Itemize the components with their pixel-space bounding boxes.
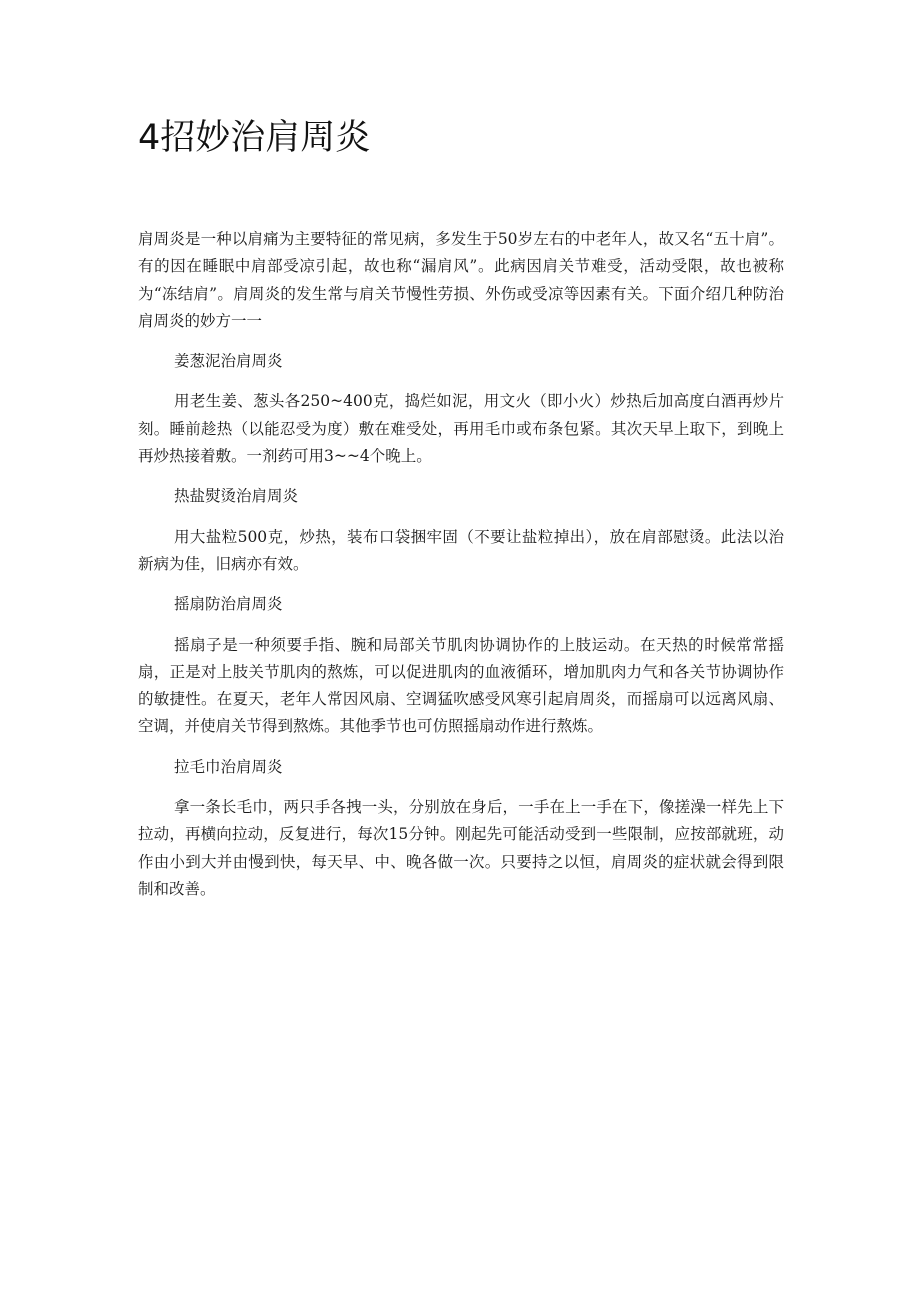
section-text-fan-waving: 摇扇子是一种须要手指、腕和局部关节肌肉协调协作的上肢运动。在天热的时候常常摇扇，正是对上肢关节肌肉的熬炼，可以促进肌肉的血液循环，增加肌肉力气和各关节协调协作的敏捷性。在夏天，老年人常因风扇、空调猛吹感受风寒引起肩周炎，而摇扇可以远离风扇、空调，并使肩关节得到熬炼。其他季节也可仿照摇扇动作进行熬炼。: [138, 635, 784, 736]
section-text-towel-pulling: 拿一条长毛巾，两只手各拽一头，分别放在身后，一手在上一手在下，像搓澡一样先上下拉动，再横向拉动，反复进行，每次15分钟。刚起先可能活动受到一些限制，应按部就班，动作由小到大并由慢到快，每天早、中、晚各做一次。只要持之以恒，肩周炎的症状就会得到限制和改善。: [138, 798, 784, 898]
intro-paragraph: 肩周炎是一种以肩痛为主要特征的常见病，多发生于50岁左右的中老年人，故又名“五十肩”。有的因在睡眠中肩部受凉引起，故也称“漏肩风”。此病因肩关节难受，活动受限，故也被称为“冻结肩”。肩周炎的发生常与肩关节慢性劳损、外伤或受凉等因素有关。下面介绍几种防治肩周炎的妙方一一: [138, 230, 784, 330]
section-heading-ginger-scallion: 姜葱泥治肩周炎: [174, 352, 283, 371]
document-body: [138, 226, 784, 916]
section-heading-towel-pulling: 拉毛巾治肩周炎: [174, 757, 283, 776]
section-heading-hot-salt: 热盐熨烫治肩周炎: [174, 487, 299, 506]
section-text-hot-salt: 用大盐粒500克，炒热，装布口袋捆牢固（不要让盐粒掉出），放在肩部慰烫。此法以治新病为佳，旧病亦有效。: [138, 527, 784, 573]
section-text-ginger-scallion: 用老生姜、葱头各250~400克，捣烂如泥，用文火（即小火）炒热后加高度白酒再炒片刻。睡前趁热（以能忍受为度）敷在难受处，再用毛巾或布条包紧。其次天早上取下，到晚上再炒热接着敷。一剂药可用3~~4个晚上。: [138, 392, 784, 466]
document-title: 4招妙治肩周炎: [138, 118, 371, 158]
section-heading-fan-waving: 摇扇防治肩周炎: [174, 595, 283, 614]
